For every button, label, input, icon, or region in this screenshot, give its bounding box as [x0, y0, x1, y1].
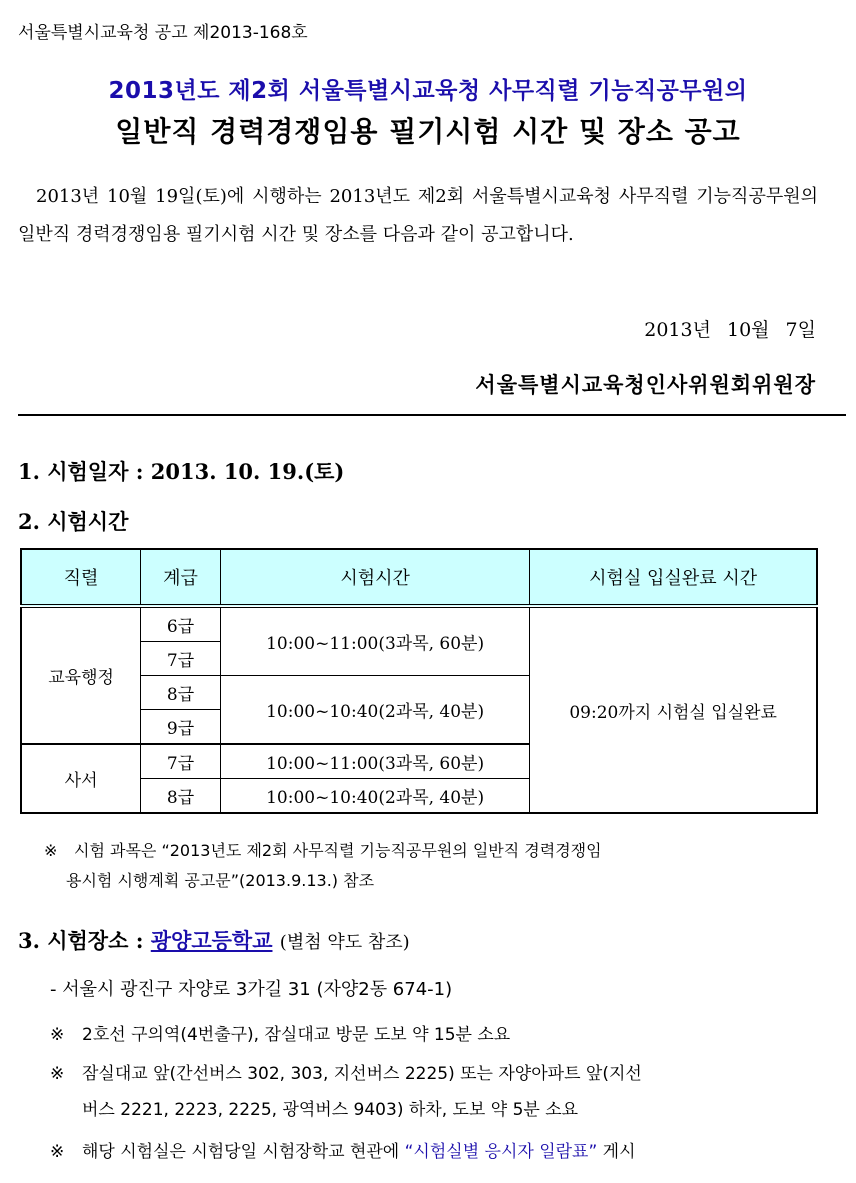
- note-mark: ※: [50, 1142, 65, 1162]
- grade-cell: 7급: [141, 744, 221, 779]
- directions-bus: [50, 1056, 818, 1128]
- note-mark: ※: [50, 1025, 65, 1045]
- time-cell: 10:00~10:40(2과목, 40분): [220, 676, 529, 745]
- note-mark: ※: [44, 841, 58, 860]
- header-exam-time: 시험시간: [220, 549, 529, 606]
- venue-address: - 서울시 광진구 자양로 3가길 31 (자양2동 674-1): [50, 979, 453, 1000]
- venue-map-reference: (별첨 약도 참조): [279, 932, 410, 953]
- intro-text: 2013년 10월 19일(토)에 시행하는 2013년도 제2회 서울특별시교육청 사무직렬 기능직공무원의 일반직 경력경쟁임용 필기시험 시간 및 장소를 다음과 같이 공고합니다.: [18, 186, 818, 245]
- grade-cell: 8급: [141, 676, 221, 710]
- section-exam-date: 1. 시험일자 : 2013. 10. 19.(토): [18, 459, 345, 484]
- directions-subway-text: 2호선 구의역(4번출구), 잠실대교 방문 도보 약 15분 소요: [82, 1025, 511, 1045]
- table-header-row: [21, 549, 817, 606]
- time-cell: 10:00~11:00(3과목, 60분): [220, 744, 529, 779]
- note-text-line-1: 시험 과목은 “2013년도 제2회 사무직렬 기능직공무원의 일반직 경력경쟁임: [74, 841, 602, 860]
- grade-cell: 9급: [141, 710, 221, 745]
- subject-note: [44, 836, 818, 896]
- room-assignment-note: [50, 1134, 818, 1170]
- series-cell: 교육행정: [21, 606, 141, 744]
- title-line-2: 일반직 경력경쟁임용 필기시험 시간 및 장소 공고: [115, 115, 741, 148]
- time-cell: 10:00~10:40(2과목, 40분): [220, 779, 529, 814]
- note-mark: ※: [50, 1064, 65, 1084]
- directions-bus-line-1: 잠실대교 앞(간선버스 302, 303, 지선버스 2225) 또는 자양아파트 앞(지선: [82, 1064, 642, 1084]
- header-entry-time: 시험실 입실완료 시간: [530, 549, 817, 606]
- intro-paragraph: [18, 178, 818, 254]
- grade-cell: 7급: [141, 642, 221, 676]
- section-venue-label: 3. 시험장소 :: [18, 928, 151, 953]
- series-cell: 사서: [21, 744, 141, 813]
- header-series: 직렬: [21, 549, 141, 606]
- section-exam-time: 2. 시험시간: [18, 509, 129, 534]
- entry-time-cell: 09:20까지 시험실 입실완료: [530, 606, 817, 813]
- directions-subway: [50, 1017, 818, 1053]
- note-text-line-2: 용시험 시행계획 공고문”(2013.9.13.) 참조: [66, 871, 375, 890]
- exam-schedule-table: [20, 548, 818, 814]
- header-grade: 계급: [141, 549, 221, 606]
- divider: [18, 414, 846, 416]
- notice-number: 서울특별시교육청 공고 제2013-168호: [18, 23, 308, 43]
- issuer: 서울특별시교육청인사위원회위원장: [475, 372, 816, 397]
- title-line-1: 2013년도 제2회 서울특별시교육청 사무직렬 기능직공무원의: [108, 78, 748, 104]
- room-note-text-pre: 해당 시험실은 시험당일 시험장학교 현관에: [82, 1142, 405, 1162]
- grade-cell: 6급: [141, 606, 221, 642]
- room-note-text-post: 게시: [597, 1142, 636, 1162]
- applicant-list-highlight: “시험실별 응시자 일람표”: [404, 1142, 598, 1162]
- table-row: [21, 606, 817, 642]
- directions-bus-line-2: 버스 2221, 2223, 2225, 광역버스 9403) 하차, 도보 약 5분 소요: [82, 1100, 579, 1120]
- announcement-date: 2013년 10월 7일: [644, 319, 816, 341]
- venue-link[interactable]: 광양고등학교: [150, 928, 273, 953]
- section-exam-venue: [18, 925, 410, 955]
- time-cell: 10:00~11:00(3과목, 60분): [220, 606, 529, 676]
- grade-cell: 8급: [141, 779, 221, 814]
